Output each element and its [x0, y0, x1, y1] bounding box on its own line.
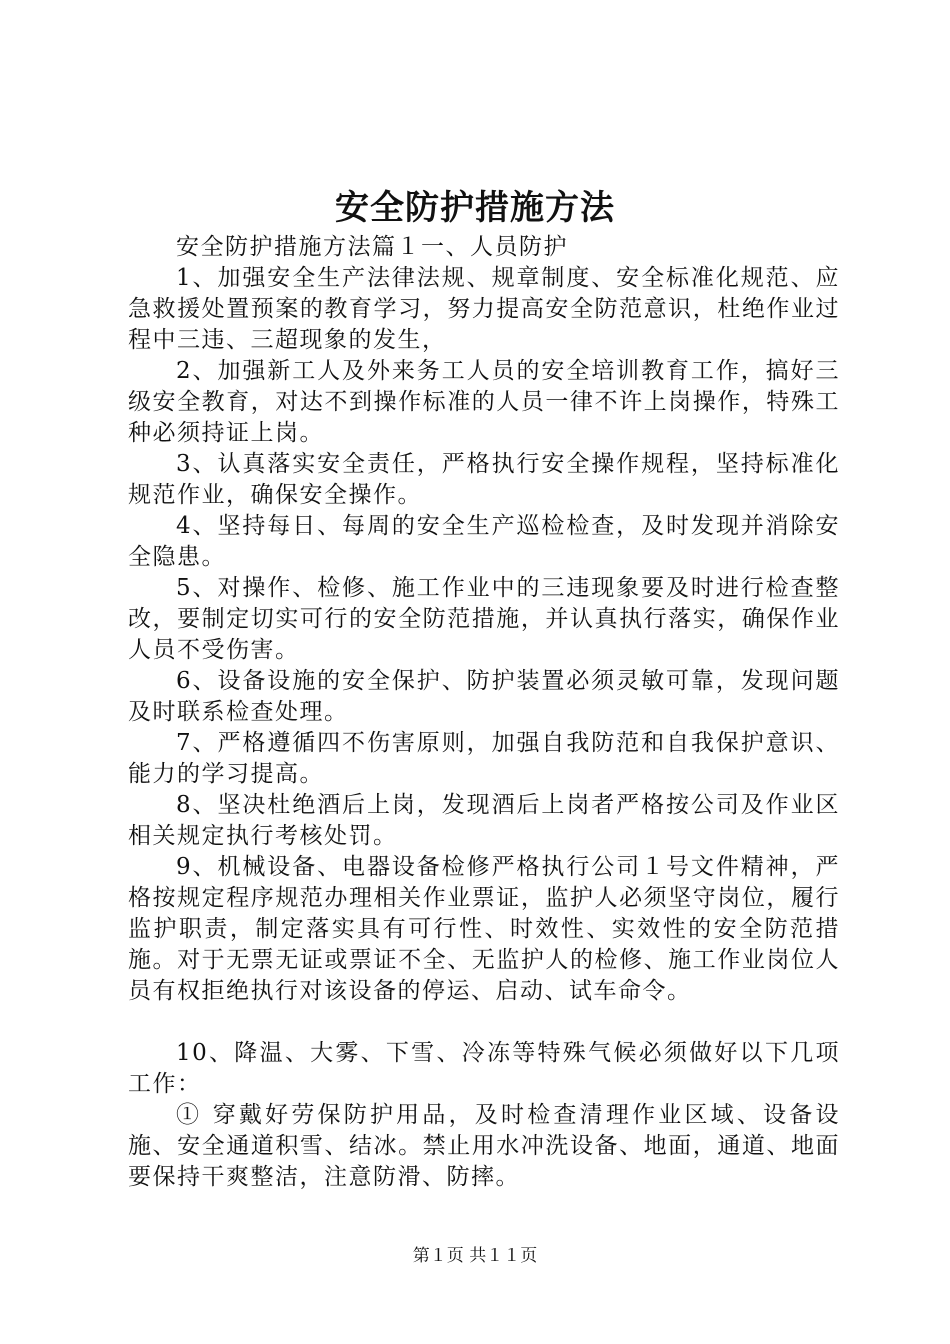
document-title: 安全防护措施方法 — [335, 188, 615, 228]
paragraph-item-1: 1、加强安全生产法律法规、规章制度、安全标准化规范、应急救援处置预案的教育学习，努力提高安全防范意识，杜绝作业过程中三违、三超现象的发生， — [128, 265, 840, 353]
paragraph-item-3: 3、认真落实安全责任，严格执行安全操作规程，坚持标准化规范作业，确保安全操作。 — [128, 451, 840, 508]
paragraph-item-5: 5、对操作、检修、施工作业中的三违现象要及时进行检查整改，要制定切实可行的安全防范措施，并认真执行落实，确保作业人员不受伤害。 — [128, 575, 840, 663]
paragraph-item-2: 2、加强新工人及外来务工人员的安全培训教育工作，搞好三级安全教育，对达不到操作标准的人员一律不许上岗操作，特殊工种必须持证上岗。 — [128, 358, 840, 446]
document-body — [128, 232, 840, 1193]
paragraph-item-4: 4、坚持每日、每周的安全生产巡检检查，及时发现并消除安全隐患。 — [128, 513, 840, 570]
paragraph-item-6: 6、设备设施的安全保护、防护装置必须灵敏可靠，发现问题及时联系检查处理。 — [128, 668, 840, 725]
paragraph-item-10: 10、降温、大雾、下雪、冷冻等特殊气候必须做好以下几项工作： — [128, 1040, 840, 1097]
paragraph-item-8: 8、坚决杜绝酒后上岗，发现酒后上岗者严格按公司及作业区相关规定执行考核处罚。 — [128, 792, 840, 849]
paragraph-item-9: 9、机械设备、电器设备检修严格执行公司１号文件精神，严格按规定程序规范办理相关作业票证，监护人必须坚守岗位，履行监护职责，制定落实具有可行性、时效性、实效性的安全防范措施。对于无票无证或票证不全、无监护人的检修、施工作业岗位人员有权拒绝执行对该设备的停运、启动、试车命令。 — [128, 854, 840, 1004]
paragraph-intro: 安全防护措施方法篇１一、人员防护 — [176, 234, 568, 260]
paragraph-item-7: 7、严格遵循四不伤害原则，加强自我防范和自我保护意识、能力的学习提高。 — [128, 730, 840, 787]
paragraph-subitem-1: ① 穿戴好劳保防护用品，及时检查清理作业区域、设备设施、安全通道积雪、结冰。禁止用水冲洗设备、地面，通道、地面要保持干爽整洁，注意防滑、防摔。 — [128, 1102, 840, 1190]
page-footer: 第１页 共１１页 — [412, 1246, 538, 1266]
